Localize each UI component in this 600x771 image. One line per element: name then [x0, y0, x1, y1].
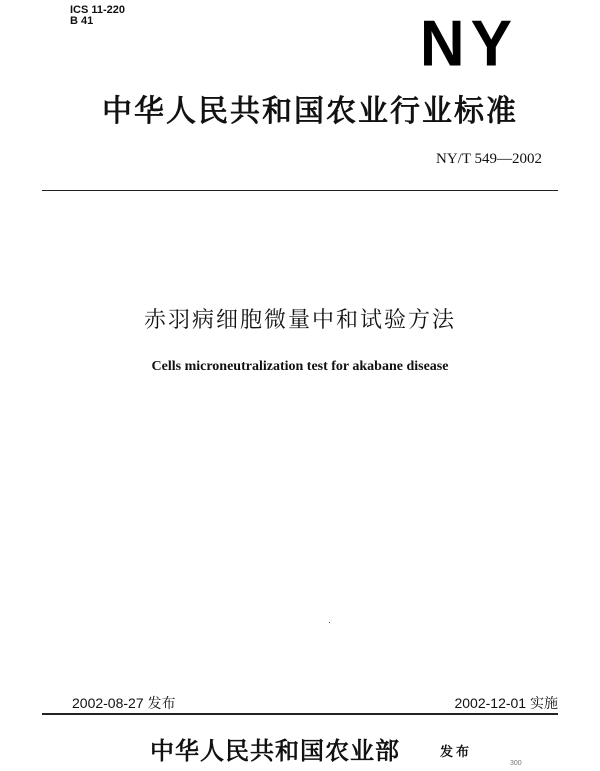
class-code: B 41: [70, 15, 94, 27]
standard-number: NY/T 549—2002: [436, 151, 542, 167]
top-divider: [42, 190, 558, 191]
publisher: 中华人民共和国农业部: [150, 736, 400, 765]
ics-code: ICS 11-220: [70, 4, 126, 16]
ny-logo: NY: [419, 7, 518, 81]
scan-speck: [329, 622, 330, 623]
page-mark: 300: [510, 760, 522, 767]
bottom-divider: [42, 713, 558, 715]
publish-label: 发布: [440, 745, 473, 760]
document-title-en: Cells microneutralization test for akabane disease: [151, 359, 449, 374]
document-title-zh: 赤羽病细胞微量中和试验方法: [143, 308, 456, 333]
implementation-date: 2002-12-01 实施: [454, 695, 558, 711]
issue-date: 2002-08-27 发布: [72, 695, 176, 711]
org-title: 中华人民共和国农业行业标准: [102, 94, 518, 129]
